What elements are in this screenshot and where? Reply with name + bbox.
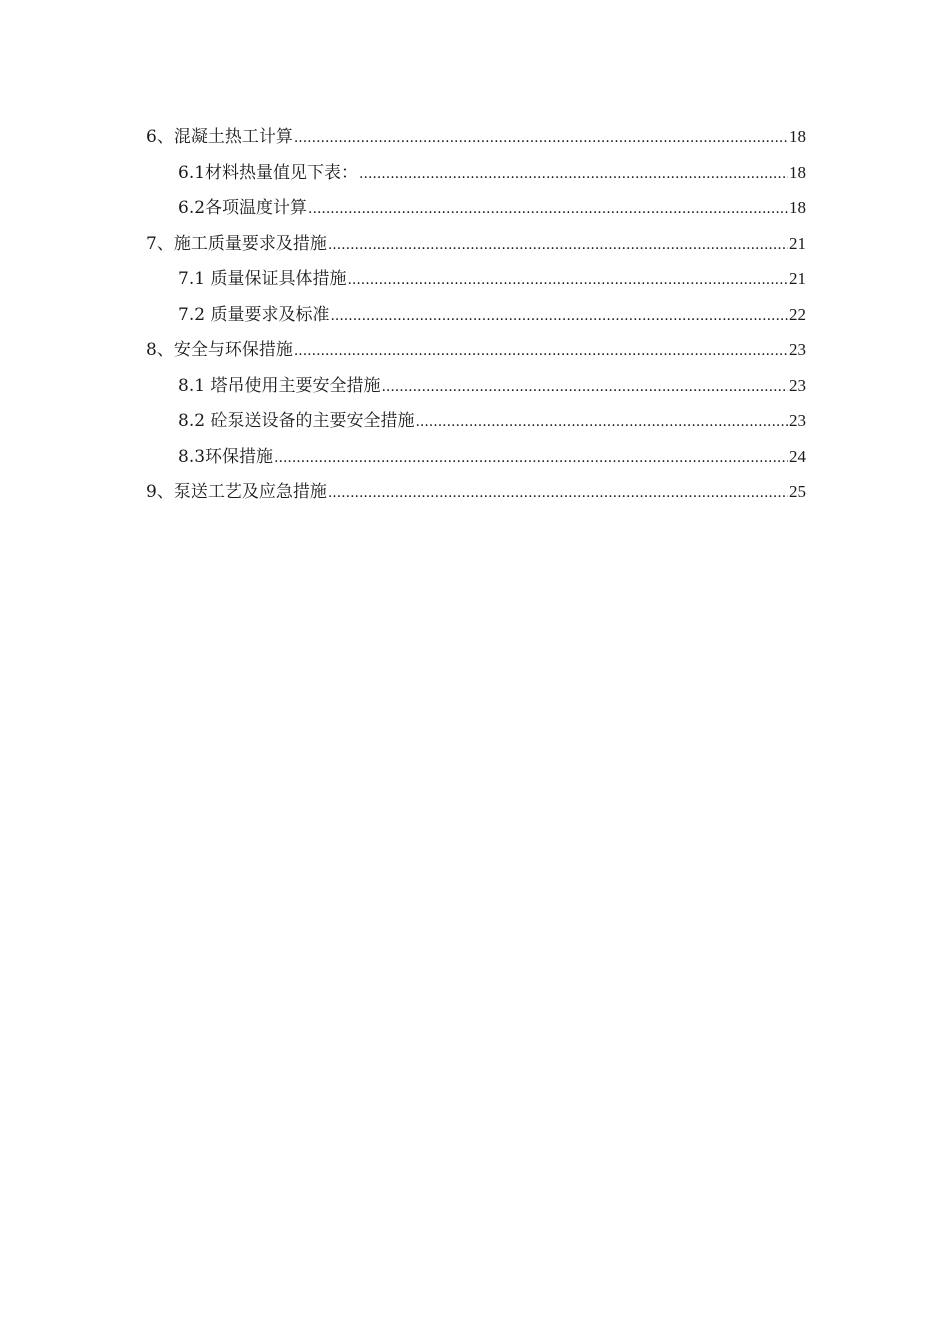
toc-entry[interactable] [146, 337, 806, 373]
toc-page-number: 18 [789, 127, 806, 146]
toc-entry-label: 6.1材料热量值见下表： [178, 162, 359, 183]
toc-page-number: 18 [789, 198, 806, 217]
toc-dot-leader [330, 303, 788, 329]
toc-entry-label: 7.2 质量要求及标准 [178, 304, 330, 325]
toc-entry-label: 6、混凝土热工计算 [146, 127, 293, 147]
toc-dot-leader [294, 125, 788, 151]
table-of-contents [146, 124, 806, 515]
toc-dot-leader [381, 374, 788, 400]
toc-page-number: 22 [789, 304, 806, 324]
toc-dot-leader [415, 409, 788, 435]
toc-entry[interactable] [146, 408, 806, 444]
toc-entry[interactable] [146, 479, 806, 515]
toc-entry-label: 7.1 质量保证具体措施 [178, 269, 347, 289]
toc-page-number: 23 [789, 375, 806, 395]
toc-entry-label: 7、施工质量要求及措施 [146, 233, 327, 254]
toc-dot-leader [328, 232, 788, 258]
toc-page-number: 23 [789, 340, 806, 359]
toc-entry-label: 8、安全与环保措施 [146, 340, 293, 360]
toc-dot-leader [294, 338, 788, 364]
toc-page-number: 21 [789, 269, 806, 288]
toc-entry[interactable] [146, 195, 806, 231]
toc-page-number: 25 [789, 482, 806, 501]
toc-entry-label: 8.1 塔吊使用主要安全措施 [178, 375, 381, 396]
toc-entry[interactable] [146, 444, 806, 480]
toc-entry[interactable] [146, 160, 806, 196]
toc-entry[interactable] [146, 231, 806, 267]
toc-entry-label: 8.2 砼泵送设备的主要安全措施 [178, 411, 415, 431]
toc-dot-leader [274, 445, 788, 471]
toc-entry-label: 8.3环保措施 [178, 446, 274, 467]
toc-entry[interactable] [146, 124, 806, 160]
toc-dot-leader [308, 196, 788, 222]
toc-entry-label: 6.2各项温度计算 [178, 198, 308, 218]
toc-page-number: 24 [789, 446, 806, 466]
toc-entry[interactable] [146, 266, 806, 302]
toc-dot-leader [328, 480, 788, 506]
toc-page-number: 21 [789, 233, 806, 253]
toc-dot-leader [347, 267, 788, 293]
toc-page-number: 18 [789, 162, 806, 182]
toc-dot-leader [359, 161, 788, 187]
toc-page-number: 23 [789, 411, 806, 430]
toc-entry[interactable] [146, 373, 806, 409]
toc-entry-label: 9、泵送工艺及应急措施 [146, 482, 327, 502]
toc-entry[interactable] [146, 302, 806, 338]
